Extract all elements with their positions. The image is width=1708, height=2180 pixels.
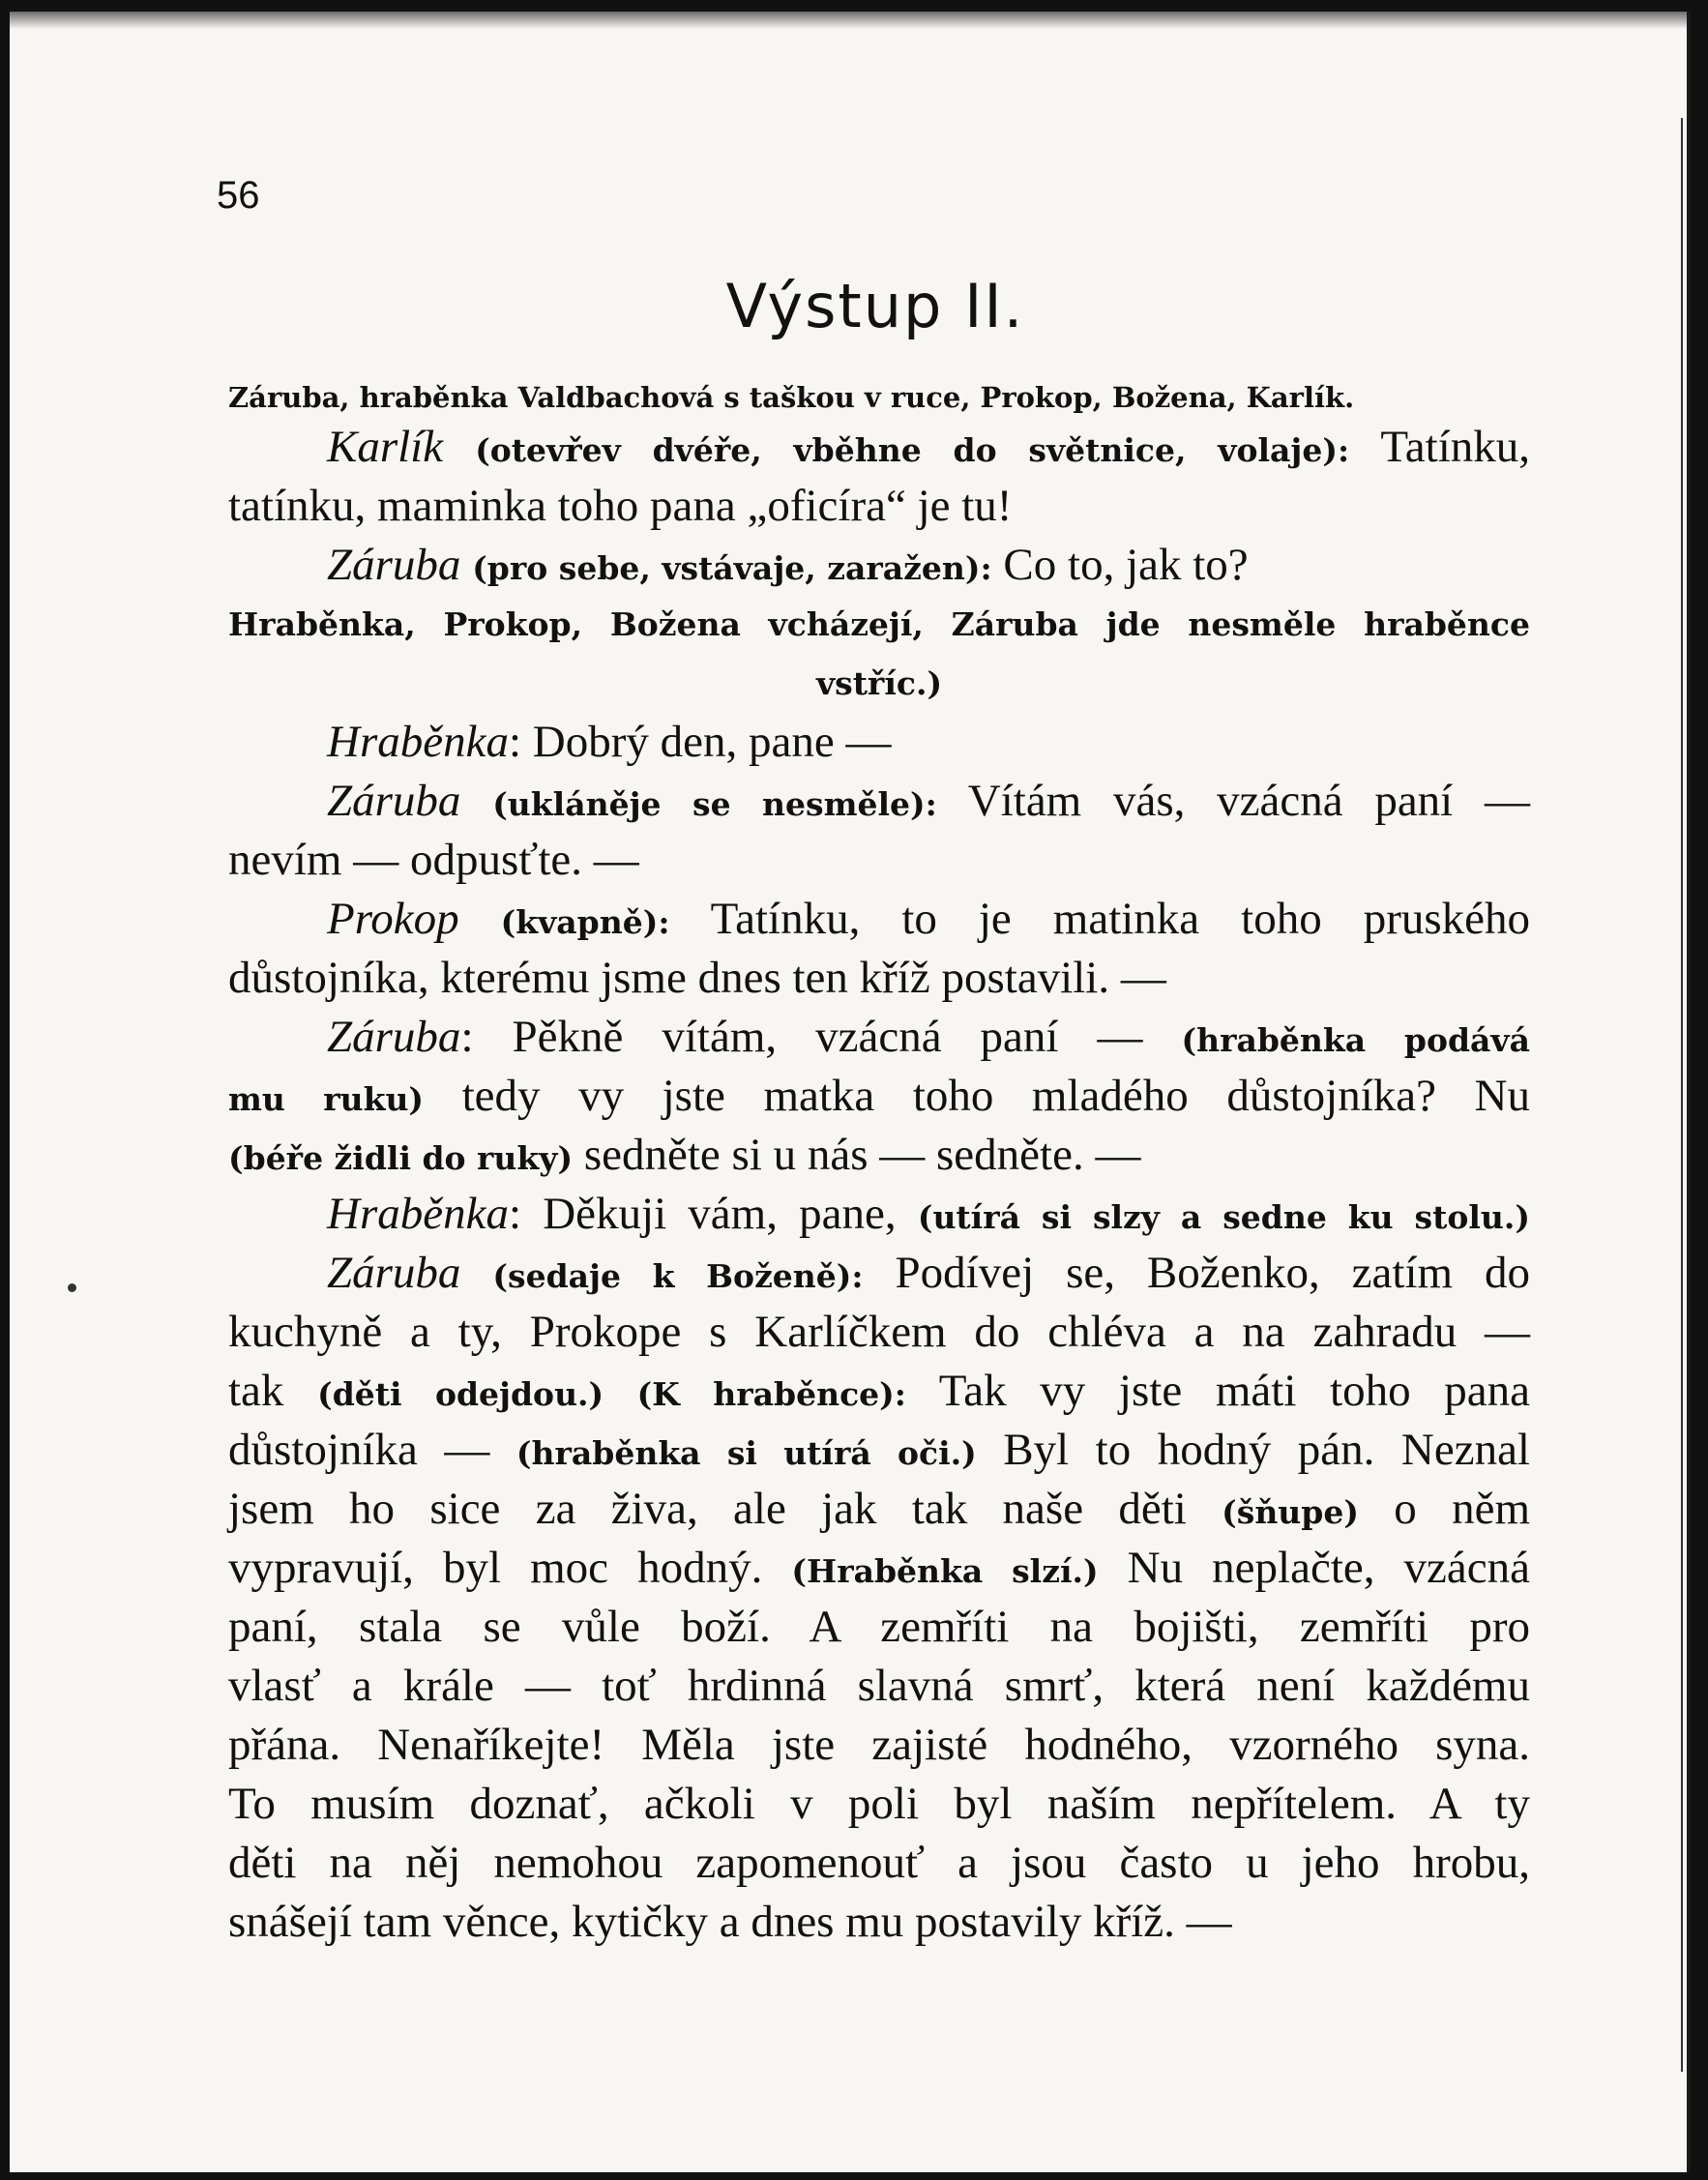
stage-direction: (sedaje k Boženě):: [492, 1257, 864, 1295]
stage-direction: (hraběnka podává: [1181, 1021, 1530, 1059]
text-run: [443, 422, 475, 472]
stage-direction-line: vstříc.): [815, 664, 943, 702]
text-run: : Děkuji vám, pane,: [508, 1189, 918, 1239]
text-run: [460, 540, 472, 590]
text-line: [228, 713, 1530, 772]
text-line: [228, 1185, 1530, 1244]
text-run: sedněte si u nás — sedněte. —: [573, 1130, 1141, 1180]
text-line: nevím — odpusťte. —: [228, 835, 639, 885]
text-line: [228, 1539, 1530, 1598]
speaker-name: Karlík: [327, 422, 444, 472]
text-run: Tatínku, to je matinka toho pruského: [669, 894, 1531, 944]
dialogue-text: [228, 418, 1530, 1952]
speaker-name: Hraběnka: [327, 717, 509, 767]
text-line: děti na něj nemohou zapomenouť a jsou často u jeho hrobu,: [228, 1838, 1530, 1888]
stage-direction-line: Hraběnka, Prokop, Božena vcházejí, Záruba jde nesměle hraběnce: [228, 605, 1530, 643]
text-line: [228, 1421, 1530, 1480]
text-run: tedy vy jste matka toho mladého důstojníka? Nu: [424, 1071, 1531, 1121]
text-line: [228, 536, 1530, 595]
text-line: [228, 1008, 1530, 1067]
text-run: Byl to hodný pán. Neznal: [976, 1425, 1530, 1475]
text-run: důstojníka —: [228, 1425, 516, 1475]
stage-direction: (děti odejdou.) (K hraběnce):: [317, 1375, 906, 1413]
stage-direction: (kvapně):: [500, 903, 670, 941]
speaker-name: Prokop: [327, 894, 459, 944]
speaker-name: Záruba: [327, 540, 461, 590]
text-line: [228, 890, 1530, 949]
text-line: [228, 1244, 1530, 1303]
speaker-name: Záruba: [327, 776, 461, 826]
text-run: : Dobrý den, pane —: [508, 717, 892, 767]
text-run: tak: [228, 1366, 318, 1416]
text-run: [460, 1248, 492, 1298]
stage-direction: (hraběnka si utírá oči.): [515, 1434, 977, 1472]
stage-direction: (pro sebe, vstávaje, zaražen):: [472, 549, 992, 587]
text-line: vlasť a krále — toť hrdinná slavná smrť, která není každému: [228, 1661, 1530, 1711]
text-line: [228, 1362, 1530, 1421]
stage-direction: (otevřev dvéře, vběhne do světnice, volaje):: [475, 431, 1350, 469]
text-line: paní, stala se vůle boží. A zemříti na bojišti, zemříti pro: [228, 1602, 1530, 1652]
text-line: To musím doznať, ačkoli v poli byl naším nepřítelem. A ty: [228, 1779, 1530, 1829]
speaker-name: Záruba: [327, 1248, 461, 1298]
stage-direction: (šňupe): [1222, 1493, 1359, 1531]
text-line: snášejí tam věnce, kytičky a dnes mu postavily kříž. —: [228, 1897, 1232, 1947]
stage-direction: (Hraběnka slzí.): [791, 1552, 1099, 1590]
speaker-name: Hraběnka: [327, 1189, 509, 1239]
speaker-name: Záruba: [327, 1012, 461, 1062]
stage-direction: (utírá si slzy a sedne ku stolu.): [917, 1198, 1530, 1236]
text-line: tatínku, maminka toho pana „oficíra“ je tu!: [228, 481, 1013, 531]
text-run: Podívej se, Boženko, zatím do: [863, 1248, 1530, 1298]
text-run: [460, 776, 492, 826]
scene-title: Výstup II.: [725, 271, 1025, 341]
text-run: : Pěkně vítám, vzácná paní —: [460, 1012, 1182, 1062]
text-line: přána. Nenaříkejte! Měla jste zajisté hodného, vzorného syna.: [228, 1720, 1530, 1770]
text-run: o něm: [1359, 1484, 1531, 1534]
text-run: Vítám vás, vzácná paní —: [936, 776, 1530, 826]
stage-direction: mu ruku): [228, 1080, 425, 1118]
text-run: vypravují, byl moc hodný.: [228, 1543, 792, 1593]
scan-shadow: [10, 12, 1691, 29]
text-run: Nu neplačte, vzácná: [1098, 1543, 1531, 1593]
text-line: [228, 1480, 1530, 1539]
stage-direction: (béře židli do ruky): [228, 1139, 574, 1177]
text-line: důstojníka, kterému jsme dnes ten kříž postavili. —: [228, 953, 1166, 1003]
text-line: [228, 1126, 1530, 1185]
book-page: [10, 12, 1691, 2172]
text-line: [228, 772, 1530, 831]
text-run: Tatínku,: [1349, 422, 1531, 472]
text-line: kuchyně a ty, Prokope s Karlíčkem do chléva a na zahradu —: [228, 1307, 1530, 1357]
scan-speck: [68, 1283, 76, 1292]
text-run: jsem ho sice za živa, ale jak tak naše děti: [228, 1484, 1222, 1534]
text-run: [459, 894, 501, 944]
stage-direction: (ukláněje se nesměle):: [492, 785, 937, 823]
text-line: [228, 418, 1530, 477]
page-number: 56: [217, 174, 260, 217]
text-line: [228, 1067, 1530, 1126]
cast-list: Záruba, hraběnka Valdbachová s taškou v ruce, Prokop, Božena, Karlík.: [228, 381, 1355, 414]
text-run: Tak vy jste máti toho pana: [905, 1366, 1531, 1416]
binding-edge: [1681, 118, 1689, 2072]
text-run: Co to, jak to?: [991, 540, 1249, 590]
